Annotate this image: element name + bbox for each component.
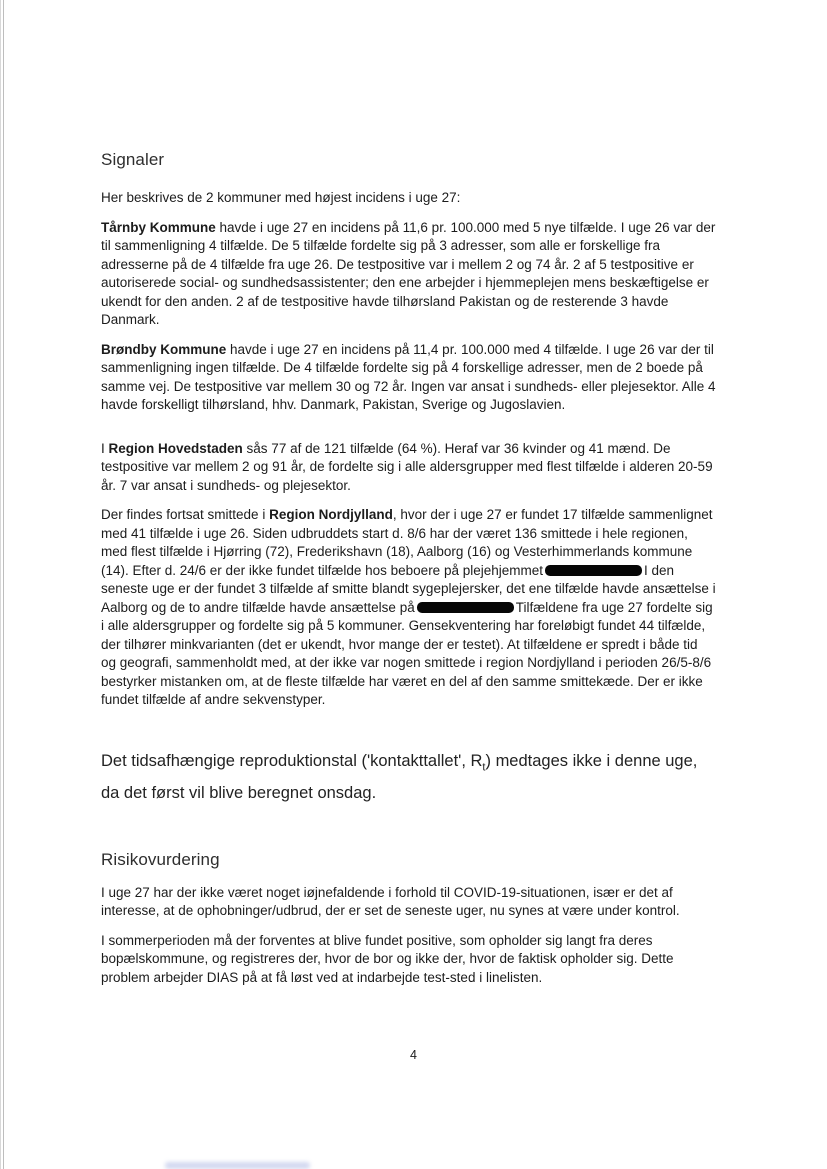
text-run: havde i uge 27 en incidens på 11,4 pr. 100.000 med 4 tilfælde. I uge 26 var der til sammenligning ingen tilfælde. De 4 tilfælde fordelte sig på 4 forskellige adresser, men de 2 boede på samme vej. De testpositive var mellem 30 og 72 år. Ingen var ansat i sundheds- eller plejesektor. Alle 4 havde forskelligt tilhørsland, hhv. Danmark, Pakistan, Sverige og Jugoslavien. (101, 341, 716, 412)
paragraph-risiko-2: I sommerperioden må der forventes at blive fundet positive, som opholder sig langt fra deres bopælskommune, og registreres der, hvor de bor og ikke der, hvor de faktisk opholder sig. Dette problem arbejder DIAS på at få løst ved at indarbejde test-sted i linelisten. (101, 932, 674, 985)
redaction-bar-2 (417, 602, 514, 613)
paragraph-risiko-1: I uge 27 har der ikke været noget iøjnefaldende i forhold til COVID-19-situationen, især er det af interesse, at de ophobninger/udbrud, der er set de seneste uger, nu synes at være under kontrol. (101, 884, 680, 919)
bold-broendby-kommune: Brøndby Kommune (101, 341, 227, 357)
page-number: 4 (410, 1048, 417, 1062)
text-run: havde i uge 27 en incidens på 11,6 pr. 100.000 med 5 nye tilfælde. I uge 26 var der til sammenligning 4 tilfælde. De 5 tilfælde fordelte sig på 3 adresser, som alle er forskellige fra adresserne på de 4 tilfælde fra uge 26. De testpositive var i mellem 2 og 74 år. 2 af 5 testpositive er autoriserede social- og sundhedsassistenter; den ene arbejder i hjemmeplejen mens beskæftigelse er ukendt for den anden. 2 af de testpositive havde tilhørsland Pakistan og de resterende 3 havde Danmark. (101, 219, 716, 327)
paragraph-nordjylland (101, 506, 716, 710)
paragraph-hovedstaden (101, 440, 716, 496)
bold-region-nordjylland: Region Nordjylland (269, 507, 393, 522)
heading-signaler: Signaler (101, 150, 165, 169)
scan-artifact (165, 1162, 310, 1169)
paragraph-broendby (101, 341, 716, 415)
page-content (101, 0, 716, 998)
text-run: , hvor der i uge 27 er fundet 17 tilfælde sammenlignet med 41 tilfælde i uge 26. Siden udbruddets start d. 8/6 har der været 136 smittede i hele regionen, med flest tilfælde i Hjørring (72), Frederikshavn (18), Aalborg (16) og Vesterhimmerlands kommune (14). Efter d. 24/6 er der ikke fundet tilfælde hos beboere på plejehjemmet (101, 507, 713, 578)
text-run: Det tidsafhængige reproduktionstal ('kontakttallet', R (101, 751, 483, 770)
paragraph-reproduktionstal (101, 748, 716, 806)
text-run: sås 77 af de 121 tilfælde (64 %). Heraf var 36 kvinder og 41 mænd. De testpositive var mellem 2 og 91 år, de fordelte sig i alle aldersgrupper med flest tilfælde i alderen 20-59 år. 7 var ansat i sundheds- og plejesektor. (101, 440, 713, 493)
text-run: I den seneste uge er der fundet 3 tilfælde af smitte blandt sygeplejersker, det ene tilfælde havde ansættelse i Aalborg og de to andre tilfælde havde ansættelse på (101, 562, 716, 615)
text-run: Tilfældene fra uge 27 fordelte sig i alle aldersgrupper og fordelte sig på 5 kommuner. Gensekventering har foreløbigt fundet 44 tilfælde, der tilhører minkvarianten (det er ukendt, hvor mange der er testet). At tilfældene er spredt i både tid og geografi, sammenholdt med, at der ikke var nogen smittede i region Nordjylland i perioden 26/5-8/6 bestyrker mistanken om, at de fleste tilfælde har været en del af den samme smittekæde. Der er ikke fundet tilfælde af andre sekvenstyper. (101, 599, 713, 707)
heading-risikovurdering: Risikovurdering (101, 849, 220, 869)
scan-edge-line (3, 0, 4, 1169)
scan-edge-outer (0, 0, 1, 1169)
bold-taarnby-kommune: Tårnby Kommune (101, 219, 216, 235)
subscript-t: t (482, 760, 486, 773)
text-run: ) medtages ikke i denne uge, da det først vil blive beregnet onsdag. (101, 751, 698, 802)
paragraph-taarnby (101, 219, 716, 330)
text-run: I (101, 440, 109, 456)
text-run: Der findes fortsat smittede i (101, 507, 270, 522)
bold-region-hovedstaden: Region Hovedstaden (108, 440, 243, 456)
paragraph-intro: Her beskrives de 2 kommuner med højest incidens i uge 27: (101, 190, 461, 205)
redaction-bar-1 (545, 565, 642, 576)
